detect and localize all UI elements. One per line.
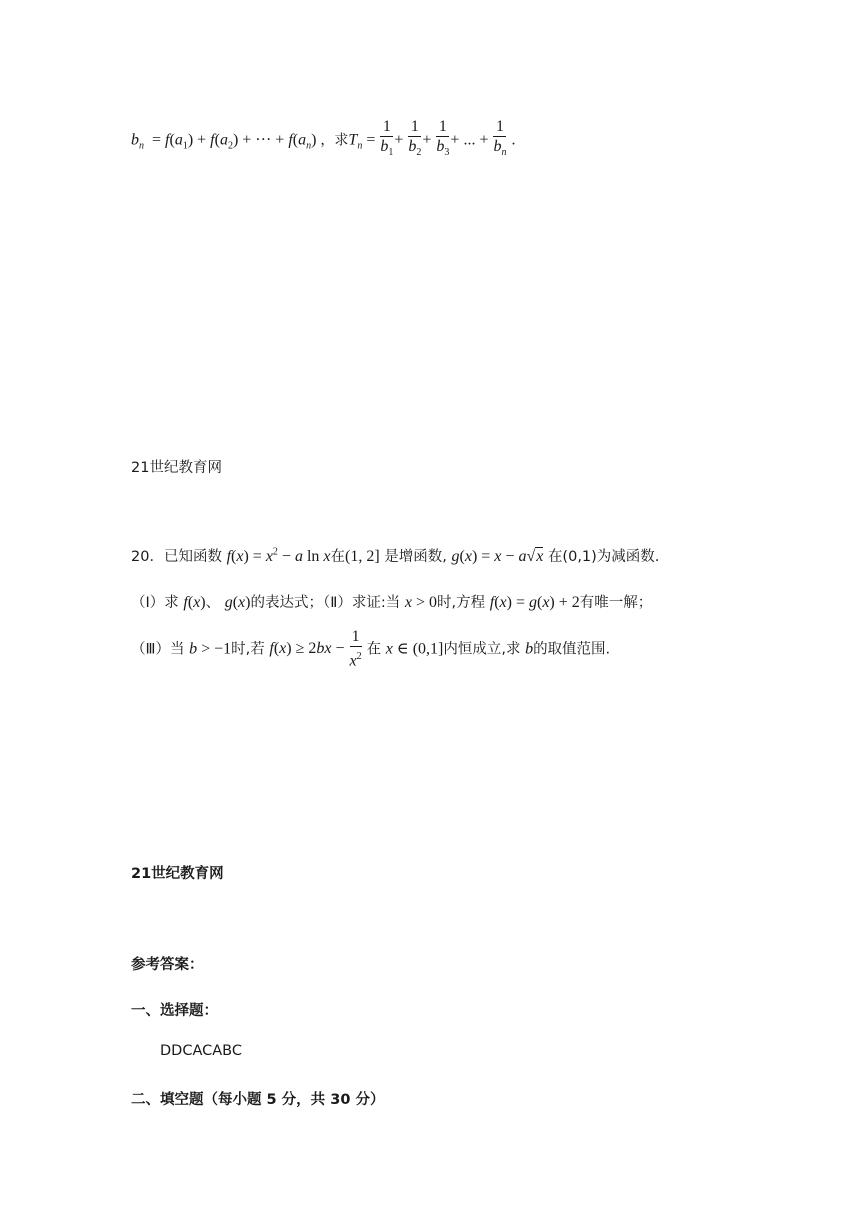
problem-20-part-1-2: （Ⅰ）求 f(x)、 g(x)的表达式；（Ⅱ）求证:当 x > 0时,方程 f(x) = g(x) + 2有唯一解； [131, 594, 653, 611]
problem-20-part-3: （Ⅲ）当 b > −1时,若 f(x) ≥ 2bx − $\frac{1}{x^2}$ 在 x ∈ (0,1]内恒成立,求 b的取值范围. [131, 628, 611, 670]
problem-20-statement: 20．已知函数 $f(x) = x^2 - a$ ln x在(1, 2] 是增函数, g(x) = x − a√x 在(0,1)为减函数. [131, 546, 660, 565]
watermark-text: 21世纪教育网 [131, 866, 224, 882]
section-2-heading: 二、填空题（每小题 5 分，共 30 分） [131, 1092, 385, 1108]
choice-answers: DDCACABC [160, 1043, 242, 1059]
formula-bn-tn: $b_n = f(a_1) + f(a_2)$ + ··· + $f(a_n)$ ，求$T_n$ = $\frac{1}{b_1}$ + $\frac{1}{b_2}$ + $\frac{1}{b_3}$ + ... + $\frac{1}{b_n}$ . [131, 118, 516, 159]
watermark-text: 21世纪教育网 [131, 460, 222, 476]
answers-heading: 参考答案： [131, 957, 204, 973]
section-1-heading: 一、选择题： [131, 1003, 218, 1019]
